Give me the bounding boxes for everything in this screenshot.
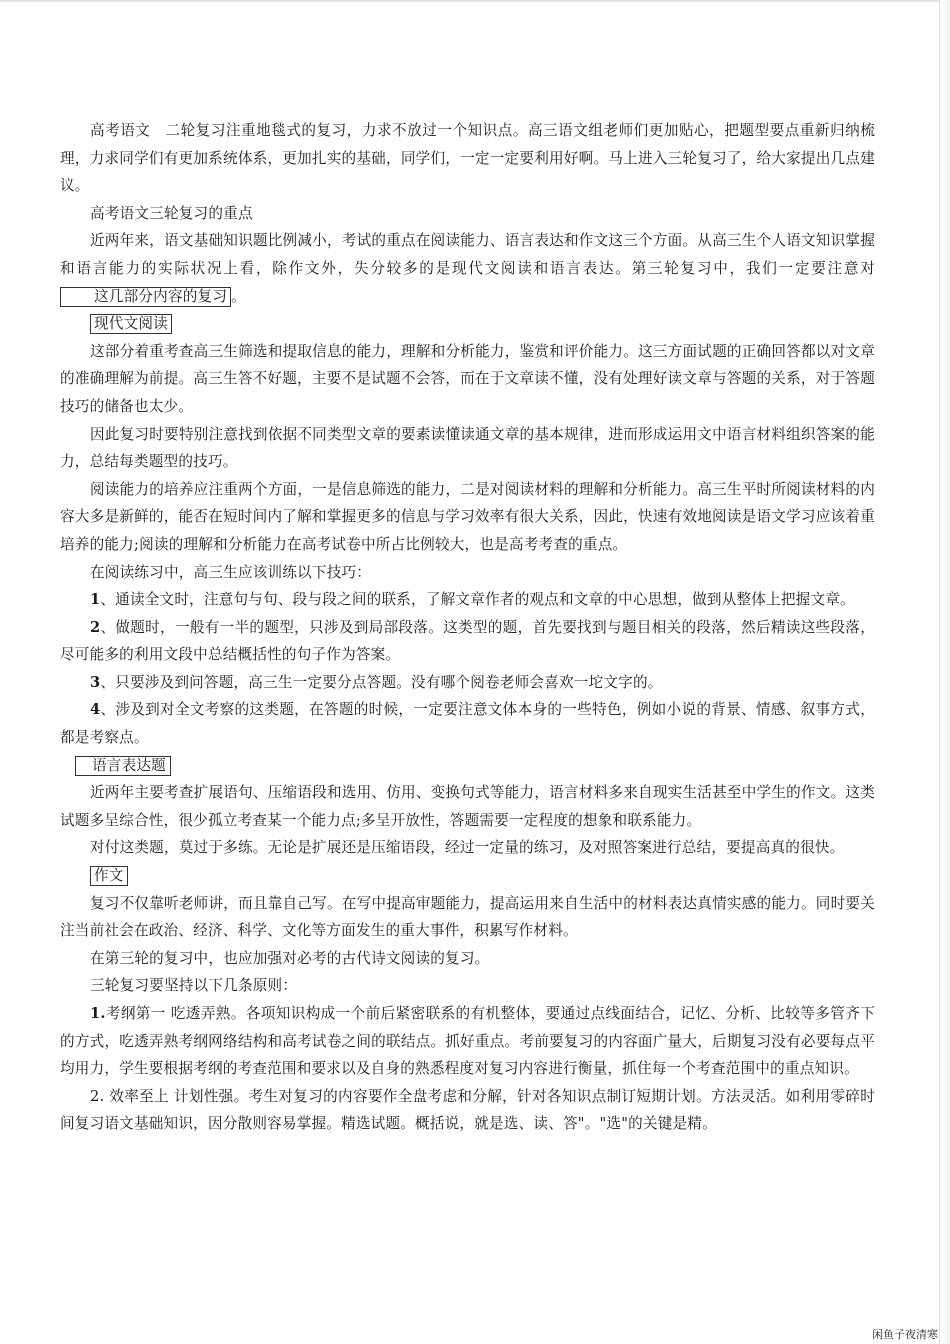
footer-watermark: 闲鱼子夜清寒 — [872, 1328, 938, 1341]
reading-paragraph-2: 因此复习时要特别注意找到依据不同类型文章的要素读懂读通文章的基本规律，进而形成运用文中语言材料组织答案的能力，总结每类题型的技巧。 — [60, 425, 875, 471]
reading-paragraph-3: 阅读能力的培养应注重两个方面，一是信息筛选的能力，二是对阅读材料的理解和分析能力。高三生平时所阅读材料的内容大多是新鲜的，能否在短时间内了解和掌握更多的信息与学习效率有很大关系，因此，快速有效地阅读是语文学习应该着重培养的能力;阅读的理解和分析能力在高考试卷中所占比例较大，也是高考考查的重点。 — [60, 480, 875, 553]
principle-1 — [60, 1000, 875, 1083]
tip-item — [60, 669, 875, 697]
writing-paragraph-2: 在第三轮的复习中，也应加强对必考的古代诗文阅读的复习。 — [90, 949, 490, 967]
reading-tips-intro: 在阅读练习中，高三生应该训练以下技巧： — [90, 563, 372, 581]
tip-text: 、只要涉及到问答题，高三生一定要分点答题。没有哪个阅卷老师会喜欢一坨文字的。 — [100, 673, 663, 691]
boxed-highlight: 这几部分内容的复习 — [60, 287, 231, 307]
reading-paragraph-1: 这部分着重考查高三生筛选和提取信息的能力，理解和分析能力，鉴赏和评价能力。这三方面试题的正确回答都以对文章的准确理解为前提。高三生答不好题，主要不是试题不会答，而在于文章读不懂，没有处理好读文章与答题的关系，对于答题技巧的储备也太少。 — [60, 342, 875, 415]
heading-writing-row — [60, 862, 875, 890]
writing-paragraph-1: 复习不仅靠听老师讲，而且靠自己写。在写中提高审题能力，提高运用来自生活中的材料表达真情实感的能力。同时要关注当前社会在政治、经济、科学、文化等方面发生的重大事件，积累写作材料。 — [60, 894, 875, 940]
language-paragraph-1: 近两年主要考查扩展语句、压缩语段和选用、仿用、变换句式等能力，语言材料多来自现实生活甚至中学生的作文。这类试题多呈综合性，很少孤立考查某一个能力点;多呈开放性，答题需要一定程度的想象和联系能力。 — [60, 784, 875, 829]
heading-writing: 作文 — [90, 866, 128, 886]
heading-reading-row — [60, 310, 875, 338]
tip-text: 、通读全文时，注意句与句、段与段之间的联系，了解文章作者的观点和文章的中心思想，做到从整体上把握文章。 — [100, 591, 855, 609]
heading-language-row — [60, 752, 875, 780]
scan-edge-right — [939, 0, 950, 1344]
heading-language-expression: 语言表达题 — [75, 756, 171, 776]
document-body — [60, 117, 875, 1138]
tip-text: 、涉及到对全文考察的这类题，在答题的时候，一定要注意文体本身的一些特色，例如小说的背景、情感、叙事方式，都是考察点。 — [60, 701, 875, 747]
language-paragraph-2: 对付这类题，莫过于多练。无论是扩展还是压缩语段，经过一定量的练习，及对照答案进行总结，要提高真的很快。 — [90, 839, 845, 857]
principle-number: 1. — [90, 1005, 106, 1022]
tip-text: 、做题时，一般有一半的题型，只涉及到局部段落。这类型的题，首先要找到与题目相关的段落，然后精读这些段落，尽可能多的利用文段中总结概括性的句子作为答案。 — [60, 618, 875, 664]
tip-number: 4 — [90, 701, 101, 719]
principle-2: 2. 效率至上 计划性强。考生对复习的内容要作全盘考虑和分解，针对各知识点制订短期计划。方法灵活。如利用零碎时间复习语文基础知识，因分散则容易掌握。精选试题。概括说，就是选、读、答"。"选"的关键是精。 — [60, 1087, 875, 1133]
section-title-focus: 高考语文三轮复习的重点 — [90, 204, 253, 222]
focus-text: 近两年来，语文基础知识题比例减小，考试的重点在阅读能力、语言表达和作文这三个方面。从高三生个人语文知识掌握和语言能力的实际状况上看，除作文外，失分较多的是现代文阅读和语言表达。第三轮复习中，我们一定要注意对 — [60, 232, 875, 277]
principles-intro: 三轮复习要坚持以下几条原则： — [90, 977, 298, 995]
tip-number: 1 — [90, 591, 101, 609]
heading-modern-reading: 现代文阅读 — [90, 314, 172, 334]
tip-item — [60, 614, 875, 669]
intro-paragraph: 高考语文 二轮复习注重地毯式的复习，力求不放过一个知识点。高三语文组老师们更加贴心，把题型要点重新归纳梳理，力求同学们有更加系统体系，更加扎实的基础，同学们，一定一定要利用好啊。马上进入三轮复习了，给大家提出几点建议。 — [60, 122, 875, 195]
tip-item — [60, 586, 875, 614]
tip-item — [60, 696, 875, 751]
focus-text-end: 。 — [231, 287, 246, 305]
tip-number: 3 — [90, 673, 101, 691]
principle-text: 考纲第一 吃透弄熟。各项知识构成一个前后紧密联系的有机整体，要通过点线面结合，记忆、分析、比较等多管齐下的方式，吃透弄熟考纲网络结构和高考试卷之间的联结点。抓好重点。考前要复习的内容面广量大，后期复习没有必要每点平均用力，学生要根据考纲的考查范围和要求以及自身的熟悉程度对复习内容进行衡量，抓住每一个考查范围中的重点知识。 — [60, 1005, 875, 1078]
focus-paragraph — [60, 227, 875, 310]
scan-edge-top — [0, 0, 950, 3]
tip-number: 2 — [90, 618, 101, 636]
